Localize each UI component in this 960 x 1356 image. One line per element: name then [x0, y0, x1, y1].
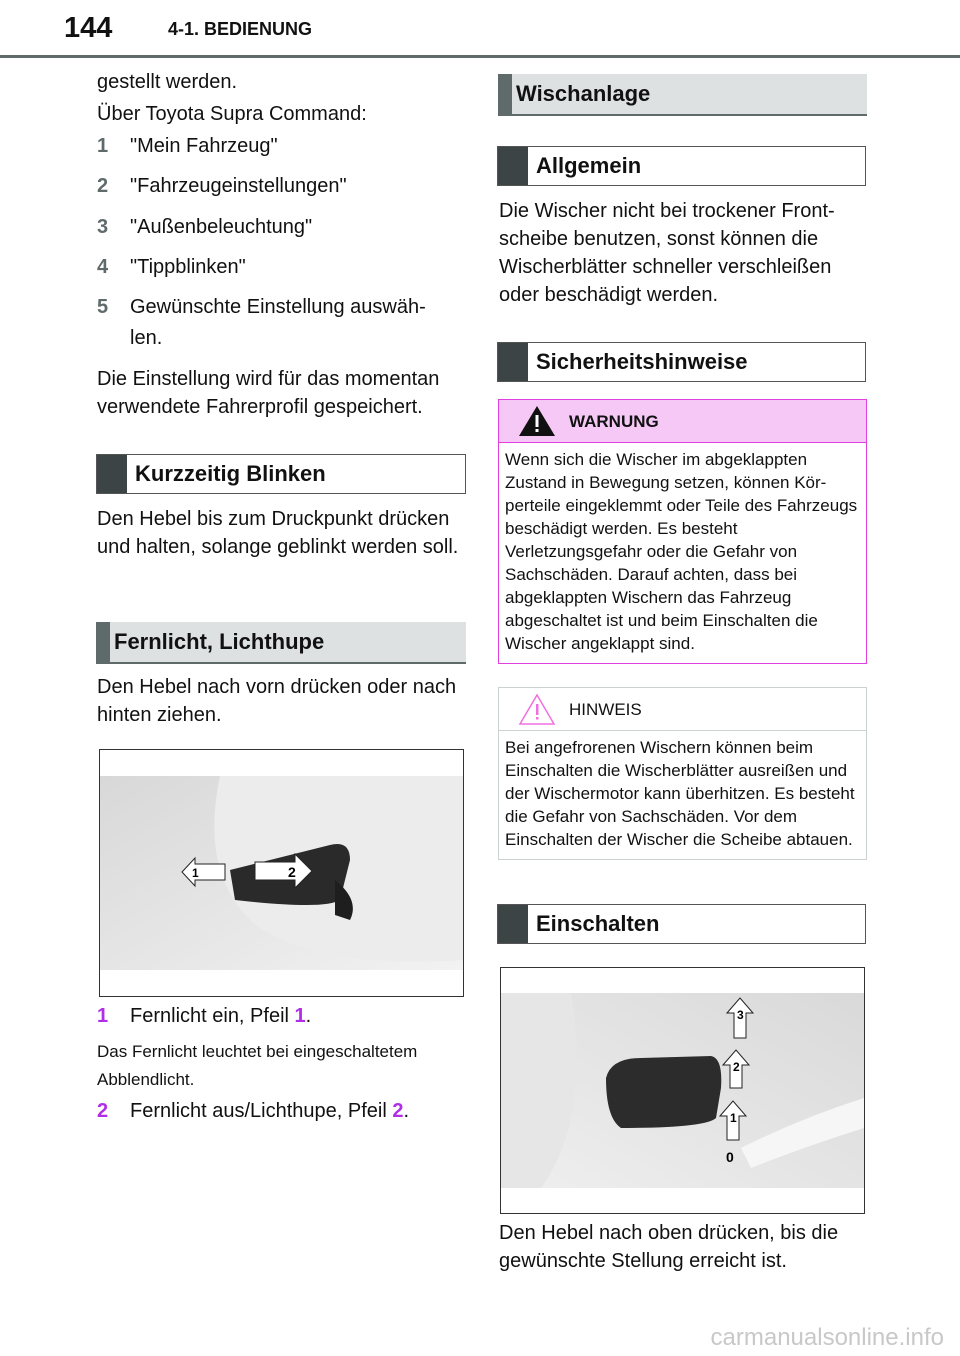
- position-label-0: 0: [726, 1149, 734, 1165]
- step-number: 1: [97, 135, 109, 157]
- arrow-ref: 2: [392, 1100, 404, 1122]
- step-number: 2: [97, 175, 109, 197]
- note-text: Das Fernlicht leuchtet bei eingeschaltetem Abblendlicht.: [97, 1042, 418, 1089]
- heading-text: Kurzzeitig Blinken: [135, 461, 326, 486]
- section-heading: [96, 622, 466, 664]
- list-item: [97, 1097, 409, 1125]
- step-text: "Außenbeleuchtung": [130, 216, 313, 238]
- item-text: Fernlicht aus/Lichthupe, Pfeil: [130, 1100, 393, 1122]
- list-item: [97, 1002, 311, 1030]
- paragraph: Den Hebel nach oben drücken, bis die gewünschte Stellung erreicht ist.: [499, 1222, 839, 1272]
- list-item: [97, 213, 312, 241]
- section-heading: [497, 342, 866, 382]
- warning-triangle-icon: [499, 404, 569, 438]
- paragraph: Die Einstellung wird für das momentan verwendete Fahrerprofil gespeichert.: [97, 368, 440, 418]
- heading-bar: [498, 343, 528, 381]
- paragraph: Über Toyota Supra Command:: [97, 103, 367, 125]
- position-label-2: 2: [733, 1060, 740, 1074]
- item-number: 2: [97, 1100, 109, 1122]
- warning-header: [499, 400, 866, 443]
- main-section-heading: [498, 74, 867, 116]
- heading-bar: [498, 74, 512, 114]
- watermark: carmanualsonline.info: [710, 1324, 944, 1351]
- heading-text: Allgemein: [536, 153, 642, 178]
- step-text: Gewünschte Einstellung auswäh-: [130, 296, 426, 318]
- section-heading: [96, 454, 466, 494]
- step-text: "Tippblinken": [130, 256, 246, 278]
- heading-text: Wischanlage: [516, 81, 651, 106]
- arrow-ref: 1: [294, 1005, 306, 1027]
- paragraph: Die Wischer nicht bei trockener Frontscheibe benutzen, sonst können die Wischerblätter schneller verschleißen oder beschädigt werden.: [499, 200, 835, 306]
- section-heading: [497, 904, 866, 944]
- step-text: "Fahrzeugeinstellungen": [130, 175, 347, 197]
- header-rule: [0, 55, 960, 58]
- wiper-lever-illustration: [501, 968, 864, 1213]
- heading-text: Einschalten: [536, 911, 660, 936]
- list-item: [97, 132, 278, 160]
- list-item: [97, 293, 426, 355]
- warning-title: WARNUNG: [569, 411, 659, 431]
- item-number: 1: [97, 1005, 109, 1027]
- arrow-label-2: 2: [288, 864, 296, 880]
- paragraph: Den Hebel bis zum Druckpunkt drücken und halten, solange geblinkt werden soll.: [97, 508, 459, 558]
- step-text: len.: [130, 327, 163, 349]
- position-label-1: 1: [730, 1111, 737, 1125]
- arrow-label-1: 1: [192, 866, 199, 880]
- list-item: [97, 172, 347, 200]
- notice-header: [499, 688, 866, 731]
- step-number: 5: [97, 296, 109, 318]
- notice-title: HINWEIS: [569, 699, 642, 719]
- position-label-3: 3: [737, 1008, 744, 1022]
- notice-triangle-icon: [499, 692, 569, 726]
- lever-illustration: [100, 750, 463, 996]
- list-item: [97, 253, 246, 281]
- heading-text: Fernlicht, Lichthupe: [114, 629, 325, 654]
- punct: .: [305, 1005, 312, 1027]
- paragraph: Den Hebel nach vorn drücken oder nach hinten ziehen.: [97, 676, 457, 726]
- warning-text: Wenn sich die Wischer im abgeklappten Zustand in Bewegung setzen, können Körperteile eingeklemmt oder Teile des Fahrzeugs beschädigt werden. Es besteht Verletzungsgefahr oder die Gefahr von Sachschäden. Darauf achten, dass bei abgeklappten Wischern das Fahrzeug abgeschaltet ist und beim Einschalten die Wischer angeklappt sind.: [505, 450, 858, 653]
- warning-box: [498, 399, 867, 664]
- heading-text: Sicherheitshinweise: [536, 349, 748, 374]
- heading-bar: [498, 147, 528, 185]
- item-text: Fernlicht ein, Pfeil: [130, 1005, 295, 1027]
- heading-bar: [97, 455, 127, 493]
- page-number: 144: [64, 12, 113, 44]
- heading-bar: [96, 622, 110, 662]
- punct: .: [403, 1100, 410, 1122]
- step-text: "Mein Fahrzeug": [130, 135, 278, 157]
- notice-text: Bei angefrorenen Wischern können beim Einschalten die Wischerblätter ausreißen und der Wischermotor kann überhitzen. Es besteht die Gefahr von Sachschäden. Vor dem Einschalten der Wischer die Scheibe abtauen.: [505, 738, 855, 849]
- notice-box: [498, 687, 867, 860]
- heading-bar: [498, 905, 528, 943]
- chapter-title: 4-1. BEDIENUNG: [168, 19, 313, 39]
- wiper-lever-figure: [500, 967, 865, 1214]
- step-number: 3: [97, 216, 109, 238]
- paragraph: gestellt werden.: [97, 71, 238, 93]
- high-beam-lever-figure: [99, 749, 464, 997]
- section-heading: [497, 146, 866, 186]
- step-number: 4: [97, 256, 109, 278]
